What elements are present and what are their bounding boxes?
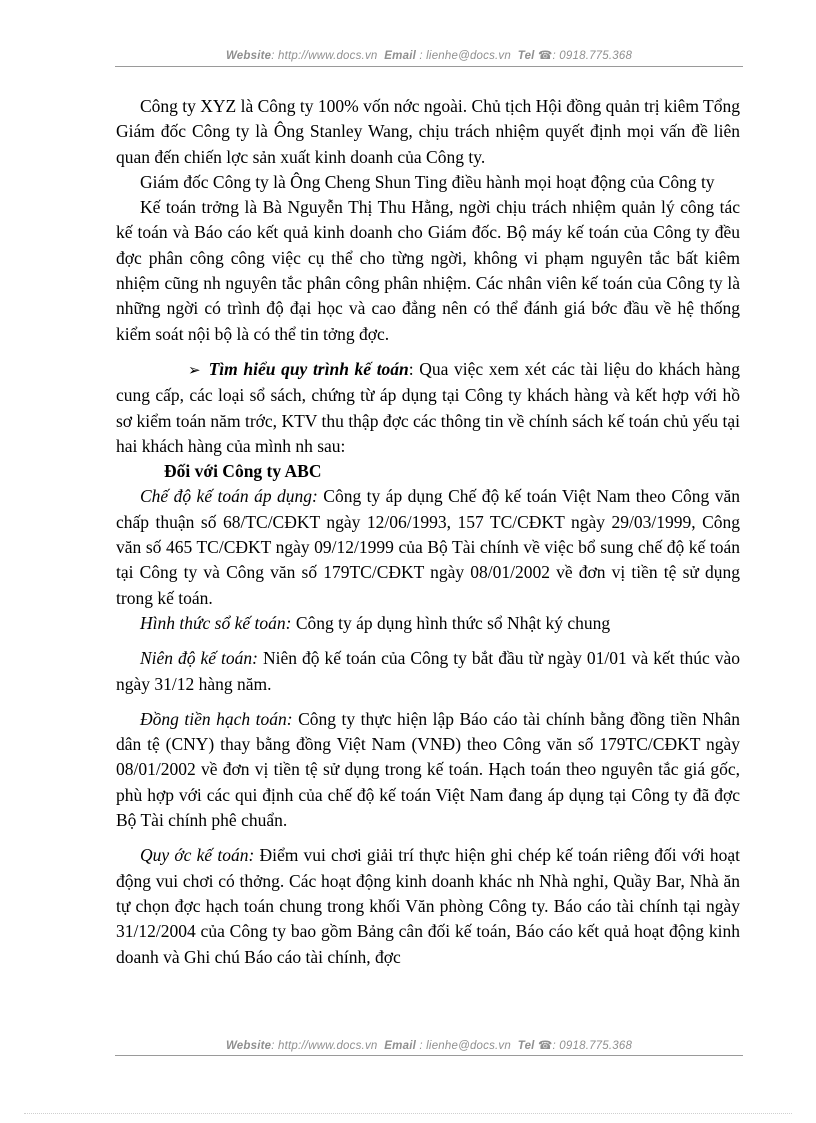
paragraph-company-owner: Công ty XYZ là Công ty 100% vốn nớc ngoài. Chủ tịch Hội đồng quản trị kiêm Tổng Giám đốc Công ty là Ông Stanley Wang, chịu trách nhiệm quyết định mọi vấn đề liên quan đến chiến lợc sản xuất kinh doanh của Công ty. bbox=[116, 96, 740, 167]
book-form-body: Công ty áp dụng hình thức sổ Nhật ký chung bbox=[291, 612, 611, 633]
paragraph-accounting-process bbox=[116, 357, 740, 459]
page-bottom-edge bbox=[24, 1113, 792, 1114]
paragraph-accounting-regime bbox=[116, 484, 740, 610]
book-form-lead: Hình thức sổ kế toán: bbox=[140, 612, 292, 633]
section-heading-abc: Đối với Công ty ABC bbox=[164, 461, 322, 482]
header-divider bbox=[115, 66, 743, 67]
paragraph-accounting-currency bbox=[116, 707, 740, 833]
paragraph-book-form bbox=[116, 611, 740, 636]
paragraph-director: Giám đốc Công ty là Ông Cheng Shun Ting điều hành mọi hoạt động của Công ty bbox=[140, 171, 715, 192]
footer-tel-value: : 0918.775.368 bbox=[552, 1040, 633, 1052]
accounting-process-lead: Tìm hiểu quy trình kế toán bbox=[208, 358, 409, 379]
accounting-currency-body: Công ty thực hiện lập Báo cáo tài chính bằng đồng tiền Nhân dân tệ (CNY) thay bằng đồng Việt Nam (VNĐ) theo Công văn số 179TC/CĐKT ngày 08/01/2002 về đơn vị tiền tệ sử dụng trong kế toán. Hạch toán theo nguyên tắc giá gốc, phù hợp với các qui định của chế độ kế toán Việt Nam đang áp dụng tại Công ty đã đợc Bộ Tài chính phê chuẩn. bbox=[116, 708, 740, 831]
header-website-value[interactable]: : http://www.docs.vn bbox=[271, 50, 378, 62]
phone-icon: ☎ bbox=[537, 50, 553, 62]
page-header bbox=[115, 48, 743, 62]
accounting-conventions-lead: Quy ớc kế toán: bbox=[140, 845, 255, 866]
header-email-label: Email bbox=[384, 50, 416, 62]
document-body bbox=[116, 94, 740, 970]
accounting-currency-lead: Đồng tiền hạch toán: bbox=[140, 708, 293, 729]
header-tel-label: Tel bbox=[517, 50, 535, 62]
footer-divider bbox=[115, 1055, 743, 1056]
footer-website-label: Website bbox=[225, 1040, 272, 1052]
accounting-regime-lead: Chế độ kế toán áp dụng: bbox=[140, 486, 318, 507]
paragraph-chief-accountant: Kế toán trởng là Bà Nguyễn Thị Thu Hằng, ngời chịu trách nhiệm quản lý công tác kế toán và Báo cáo kết quả kinh doanh cho Giám đốc. Bộ máy kế toán của Công ty đều đợc phân công công việc cụ thể cho từng ngời, không vi phạm nguyên tắc bất kiêm nhiệm cũng nh nguyên tắc phân công phân nhiệm. Các nhân viên kế toán của Công ty là những ngời có trình độ đại học và cao đẳng nên có thể đánh giá bớc đầu về hệ thống kiểm soát nội bộ là có thể tin tởng đợc. bbox=[116, 197, 740, 344]
accounting-process-body: : Qua việc xem xét các tài liệu do khách hàng cung cấp, các loại sổ sách, chứng từ áp dụng tại Công ty khách hàng và kết hợp với hồ sơ kiểm toán năm trớc, KTV thu thập đợc các thông tin về chính sách kế toán chủ yếu tại hai khách hàng của mình nh sau: bbox=[116, 358, 740, 456]
page-footer bbox=[115, 1038, 743, 1052]
footer-website-value[interactable]: : http://www.docs.vn bbox=[271, 1040, 378, 1052]
fiscal-year-body: Niên độ kế toán của Công ty bắt đầu từ ngày 01/01 và kết thúc vào ngày 31/12 hàng năm. bbox=[116, 648, 740, 694]
footer-email-label: Email bbox=[384, 1040, 416, 1052]
accounting-conventions-body: Điểm vui chơi giải trí thực hiện ghi chép kế toán riêng đối với hoạt động vui chơi có thởng. Các hoạt động kinh doanh khác nh Nhà nghỉ, Quầy Bar, Nhà ăn tự chọn đợc hạch toán chung trong khối Văn phòng Công ty. Báo cáo tài chính tại ngày 31/12/2004 của Công ty bao gồm Bảng cân đối kế toán, Báo cáo kết quả hoạt động kinh doanh và Ghi chú Báo cáo tài chính, đợc bbox=[116, 845, 740, 967]
footer-tel-label: Tel bbox=[517, 1040, 535, 1052]
paragraph-fiscal-year bbox=[116, 646, 740, 697]
footer-email-value[interactable]: : lienhe@docs.vn bbox=[419, 1040, 511, 1052]
header-website-label: Website bbox=[225, 50, 272, 62]
fiscal-year-lead: Niên độ kế toán: bbox=[140, 648, 258, 669]
header-tel-value: : 0918.775.368 bbox=[552, 50, 633, 62]
phone-icon: ☎ bbox=[537, 1040, 553, 1052]
arrowhead-bullet-icon: ➢ bbox=[188, 360, 201, 379]
header-email-value[interactable]: : lienhe@docs.vn bbox=[419, 50, 511, 62]
accounting-regime-body: Công ty áp dụng Chế độ kế toán Việt Nam theo Công văn chấp thuận số 68/TC/CĐKT ngày 12/06/1993, 157 TC/CĐKT ngày 29/03/1999, Công văn số 465 TC/CĐKT ngày 09/12/1999 của Bộ Tài chính về việc bổ sung chế độ kế toán tại Công ty và Công văn số 179TC/CĐKT ngày 08/01/2002 về đơn vị tiền tệ sử dụng trong kế toán. bbox=[116, 486, 740, 608]
paragraph-accounting-conventions bbox=[116, 843, 740, 969]
